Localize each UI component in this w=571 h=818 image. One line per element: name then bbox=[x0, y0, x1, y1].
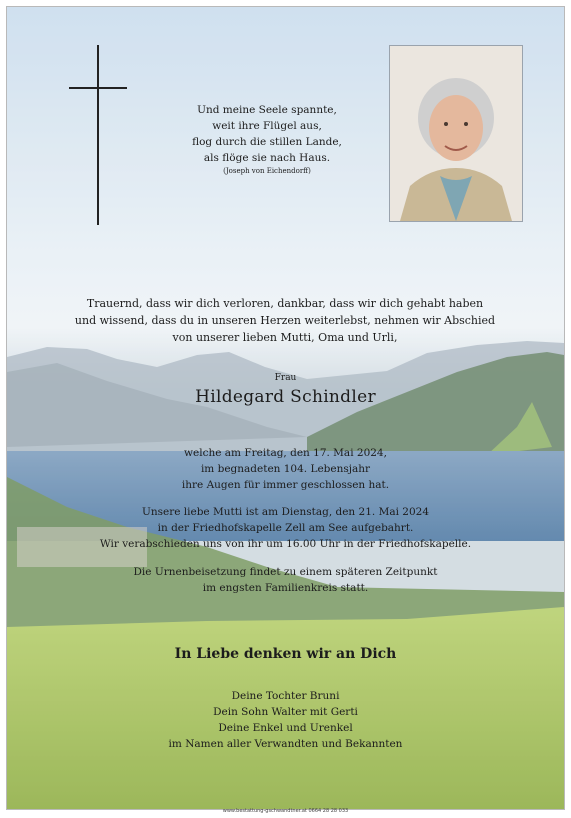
poem-line: Und meine Seele spannte, bbox=[197, 104, 337, 116]
poem-line: weit ihre Flügel aus, bbox=[212, 120, 322, 132]
portrait-photo bbox=[389, 45, 523, 222]
intro-text bbox=[47, 295, 523, 346]
mourner-line: im Namen aller Verwandten und Bekannten bbox=[168, 738, 403, 750]
deceased-name: Hildegard Schindler bbox=[195, 387, 376, 407]
mourners-list bbox=[7, 688, 564, 752]
cross-horizontal-bar bbox=[69, 87, 127, 89]
footer-contact: www.bestattung-gschwandtner.at 0664 28 28 033 bbox=[222, 808, 349, 814]
poem bbox=[157, 102, 377, 177]
mourner-line: Dein Sohn Walter mit Gerti bbox=[213, 706, 358, 718]
funeral-line: Unsere liebe Mutti ist am Dienstag, den 21. Mai 2024 bbox=[141, 506, 429, 518]
intro-line: Trauernd, dass wir dich verloren, dankbar, dass wir dich gehabt haben bbox=[86, 297, 484, 310]
mourner-line: Deine Tochter Bruni bbox=[231, 690, 340, 702]
obituary-card bbox=[6, 6, 565, 810]
death-line: ihre Augen für immer geschlossen hat. bbox=[181, 479, 390, 491]
poem-line: als flöge sie nach Haus. bbox=[203, 152, 331, 164]
closing-heading: In Liebe denken wir an Dich bbox=[174, 646, 397, 662]
intro-line: und wissend, dass du in unseren Herzen weiterlebst, nehmen wir Abschied bbox=[74, 314, 496, 327]
urn-burial-info bbox=[7, 564, 564, 596]
funeral-line: Wir verabschieden uns von ihr um 16.00 Uhr in der Friedhofskapelle. bbox=[99, 538, 472, 550]
poem-line: flog durch die stillen Lande, bbox=[192, 136, 342, 148]
urn-line: im engsten Familienkreis statt. bbox=[202, 582, 369, 594]
death-notice bbox=[7, 445, 564, 493]
death-line: im begnadeten 104. Lebensjahr bbox=[200, 463, 371, 475]
funeral-info bbox=[7, 504, 564, 552]
death-line: welche am Freitag, den 17. Mai 2024, bbox=[184, 447, 387, 459]
funeral-line: in der Friedhofskapelle Zell am See aufgebahrt. bbox=[157, 522, 414, 534]
poem-source: (Joseph von Eichendorff) bbox=[223, 167, 311, 175]
urn-line: Die Urnenbeisetzung findet zu einem späteren Zeitpunkt bbox=[133, 566, 438, 578]
cross-vertical-bar bbox=[97, 45, 99, 225]
intro-line: von unserer lieben Mutti, Oma und Urli, bbox=[172, 331, 398, 344]
mourner-line: Deine Enkel und Urenkel bbox=[218, 722, 353, 734]
deceased-title: Frau bbox=[274, 373, 297, 383]
